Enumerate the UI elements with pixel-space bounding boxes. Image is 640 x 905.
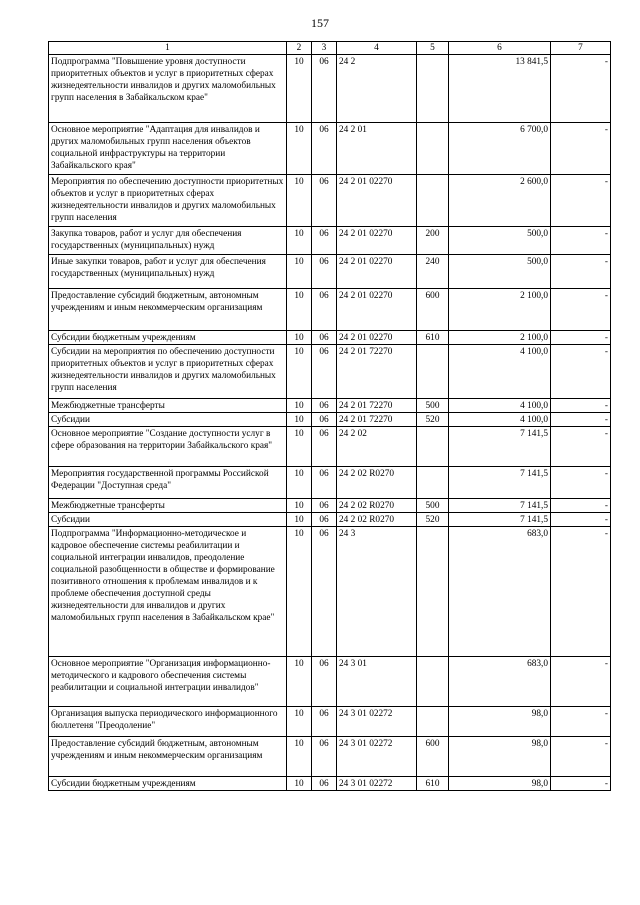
row-expense-type-cell: 500	[417, 399, 449, 413]
table-row	[49, 657, 611, 707]
row-name-cell: Субсидии	[49, 413, 287, 427]
column-header-4: 4	[337, 42, 417, 55]
row-sum-cell: 6 700,0	[449, 123, 551, 175]
row-sum-cell: 683,0	[449, 527, 551, 657]
table-row	[49, 413, 611, 427]
row-name-cell: Организация выпуска периодического информационного бюллетеня "Преодоление"	[49, 707, 287, 737]
row-target-article-cell: 24 2 02	[337, 427, 417, 467]
row-extra-cell: -	[551, 657, 611, 707]
row-sum-cell: 500,0	[449, 227, 551, 255]
row-subsection-cell: 06	[312, 527, 337, 657]
table-row	[49, 527, 611, 657]
row-expense-type-cell	[417, 527, 449, 657]
row-sum-cell: 2 100,0	[449, 289, 551, 331]
row-subsection-cell: 06	[312, 499, 337, 513]
row-target-article-cell: 24 2 01	[337, 123, 417, 175]
row-target-article-cell: 24 2	[337, 55, 417, 123]
row-subsection-cell: 06	[312, 777, 337, 791]
row-subsection-cell: 06	[312, 289, 337, 331]
row-name-cell: Субсидии бюджетным учреждениям	[49, 777, 287, 791]
row-subsection-cell: 06	[312, 123, 337, 175]
row-subsection-cell: 06	[312, 513, 337, 527]
row-expense-type-cell	[417, 123, 449, 175]
table-row	[49, 175, 611, 227]
row-target-article-cell: 24 2 01 72270	[337, 345, 417, 399]
row-extra-cell: -	[551, 123, 611, 175]
row-name-cell: Основное мероприятие "Адаптация для инвалидов и других маломобильных групп населения объектов социальной инфраструктуры на территории Забайкальского края"	[49, 123, 287, 175]
row-section-cell: 10	[287, 55, 312, 123]
row-target-article-cell: 24 2 01 02270	[337, 227, 417, 255]
row-sum-cell: 2 100,0	[449, 331, 551, 345]
row-section-cell: 10	[287, 467, 312, 499]
row-expense-type-cell: 600	[417, 737, 449, 777]
page-number: 157	[311, 16, 329, 30]
row-sum-cell: 13 841,5	[449, 55, 551, 123]
row-section-cell: 10	[287, 499, 312, 513]
row-extra-cell: -	[551, 513, 611, 527]
row-extra-cell: -	[551, 737, 611, 777]
table-row	[49, 427, 611, 467]
row-expense-type-cell: 610	[417, 331, 449, 345]
row-extra-cell: -	[551, 345, 611, 399]
row-sum-cell: 98,0	[449, 737, 551, 777]
row-sum-cell: 7 141,5	[449, 467, 551, 499]
table-row	[49, 737, 611, 777]
table-row	[49, 513, 611, 527]
row-sum-cell: 683,0	[449, 657, 551, 707]
row-extra-cell: -	[551, 777, 611, 791]
row-subsection-cell: 06	[312, 737, 337, 777]
row-subsection-cell: 06	[312, 399, 337, 413]
row-section-cell: 10	[287, 777, 312, 791]
table-body	[49, 55, 611, 791]
row-expense-type-cell: 200	[417, 227, 449, 255]
column-header-1: 1	[49, 42, 287, 55]
table-row	[49, 331, 611, 345]
row-name-cell: Иные закупки товаров, работ и услуг для обеспечения государственных (муниципальных) нужд	[49, 255, 287, 289]
row-name-cell: Субсидии на мероприятия по обеспечению доступности приоритетных объектов и услуг в приоритетных сферах жизнедеятельности инвалидов и других маломобильных групп населения	[49, 345, 287, 399]
row-subsection-cell: 06	[312, 345, 337, 399]
row-name-cell: Основное мероприятие "Создание доступности услуг в сфере образования на территории Забайкальского края"	[49, 427, 287, 467]
row-extra-cell: -	[551, 467, 611, 499]
table-row	[49, 499, 611, 513]
row-extra-cell: -	[551, 499, 611, 513]
column-header-2: 2	[287, 42, 312, 55]
row-expense-type-cell: 600	[417, 289, 449, 331]
row-subsection-cell: 06	[312, 427, 337, 467]
table-row	[49, 467, 611, 499]
row-section-cell: 10	[287, 345, 312, 399]
row-expense-type-cell: 610	[417, 777, 449, 791]
row-section-cell: 10	[287, 255, 312, 289]
table-row	[49, 399, 611, 413]
row-name-cell: Межбюджетные трансферты	[49, 499, 287, 513]
row-extra-cell: -	[551, 175, 611, 227]
row-section-cell: 10	[287, 513, 312, 527]
row-subsection-cell: 06	[312, 657, 337, 707]
row-extra-cell: -	[551, 413, 611, 427]
row-expense-type-cell	[417, 55, 449, 123]
row-name-cell: Закупка товаров, работ и услуг для обеспечения государственных (муниципальных) нужд	[49, 227, 287, 255]
row-sum-cell: 7 141,5	[449, 427, 551, 467]
row-extra-cell: -	[551, 255, 611, 289]
row-target-article-cell: 24 2 01 02270	[337, 331, 417, 345]
row-subsection-cell: 06	[312, 255, 337, 289]
row-sum-cell: 4 100,0	[449, 413, 551, 427]
row-expense-type-cell	[417, 345, 449, 399]
row-extra-cell: -	[551, 331, 611, 345]
row-name-cell: Подпрограмма "Повышение уровня доступности приоритетных объектов и услуг в приоритетных сферах жизнедеятельности инвалидов и других маломобильных групп населения в Забайкальском крае"	[49, 55, 287, 123]
row-subsection-cell: 06	[312, 55, 337, 123]
row-section-cell: 10	[287, 707, 312, 737]
row-expense-type-cell	[417, 657, 449, 707]
budget-table	[48, 41, 611, 791]
row-subsection-cell: 06	[312, 707, 337, 737]
row-expense-type-cell: 520	[417, 513, 449, 527]
row-name-cell: Субсидии	[49, 513, 287, 527]
row-section-cell: 10	[287, 657, 312, 707]
table-row	[49, 227, 611, 255]
column-header-6: 6	[449, 42, 551, 55]
row-sum-cell: 7 141,5	[449, 499, 551, 513]
row-expense-type-cell: 520	[417, 413, 449, 427]
row-extra-cell: -	[551, 227, 611, 255]
row-sum-cell: 4 100,0	[449, 345, 551, 399]
table-row	[49, 345, 611, 399]
row-name-cell: Межбюджетные трансферты	[49, 399, 287, 413]
row-sum-cell: 7 141,5	[449, 513, 551, 527]
row-section-cell: 10	[287, 175, 312, 227]
row-section-cell: 10	[287, 527, 312, 657]
row-target-article-cell: 24 2 01 02270	[337, 175, 417, 227]
row-section-cell: 10	[287, 331, 312, 345]
row-extra-cell: -	[551, 289, 611, 331]
row-section-cell: 10	[287, 123, 312, 175]
row-target-article-cell: 24 3	[337, 527, 417, 657]
row-sum-cell: 98,0	[449, 707, 551, 737]
row-section-cell: 10	[287, 413, 312, 427]
row-name-cell: Предоставление субсидий бюджетным, автономным учреждениям и иным некоммерческим организациям	[49, 289, 287, 331]
table-row	[49, 707, 611, 737]
row-target-article-cell: 24 3 01 02272	[337, 737, 417, 777]
row-extra-cell: -	[551, 399, 611, 413]
row-name-cell: Основное мероприятие "Организация информационно-методического и кадрового обеспечения системы реабилитации и социальной интеграции инвалидов"	[49, 657, 287, 707]
row-target-article-cell: 24 2 01 72270	[337, 399, 417, 413]
row-expense-type-cell	[417, 175, 449, 227]
row-name-cell: Мероприятия по обеспечению доступности приоритетных объектов и услуг в приоритетных сферах жизнедеятельности инвалидов и других маломобильных групп населения	[49, 175, 287, 227]
row-extra-cell: -	[551, 527, 611, 657]
row-target-article-cell: 24 2 02 R0270	[337, 513, 417, 527]
table-row	[49, 289, 611, 331]
row-expense-type-cell: 240	[417, 255, 449, 289]
row-target-article-cell: 24 3 01 02272	[337, 777, 417, 791]
row-target-article-cell: 24 3 01 02272	[337, 707, 417, 737]
row-sum-cell: 98,0	[449, 777, 551, 791]
row-expense-type-cell: 500	[417, 499, 449, 513]
row-target-article-cell: 24 2 02 R0270	[337, 499, 417, 513]
row-subsection-cell: 06	[312, 227, 337, 255]
header-row	[49, 42, 611, 55]
row-subsection-cell: 06	[312, 413, 337, 427]
row-target-article-cell: 24 2 01 02270	[337, 255, 417, 289]
row-name-cell: Субсидии бюджетным учреждениям	[49, 331, 287, 345]
column-header-5: 5	[417, 42, 449, 55]
row-name-cell: Предоставление субсидий бюджетным, автономным учреждениям и иным некоммерческим организациям	[49, 737, 287, 777]
table-row	[49, 255, 611, 289]
row-section-cell: 10	[287, 289, 312, 331]
table-row	[49, 777, 611, 791]
table-row	[49, 123, 611, 175]
column-header-3: 3	[312, 42, 337, 55]
row-sum-cell: 4 100,0	[449, 399, 551, 413]
row-target-article-cell: 24 3 01	[337, 657, 417, 707]
table-row	[49, 55, 611, 123]
row-name-cell: Мероприятия государственной программы Российской Федерации "Доступная среда"	[49, 467, 287, 499]
row-expense-type-cell	[417, 707, 449, 737]
row-extra-cell: -	[551, 427, 611, 467]
row-target-article-cell: 24 2 02 R0270	[337, 467, 417, 499]
row-name-cell: Подпрограмма "Информационно-методическое и кадровое обеспечение системы реабилитации и социальной интеграции инвалидов, преодоление социальной разобщенности в обществе и формирование позитивного отношения к проблемам инвалидов и к проблеме обеспечения доступной среды жизнедеятельности для инвалидов и других маломобильных групп населения в Забайкальском крае"	[49, 527, 287, 657]
row-extra-cell: -	[551, 707, 611, 737]
row-section-cell: 10	[287, 737, 312, 777]
row-extra-cell: -	[551, 55, 611, 123]
row-expense-type-cell	[417, 467, 449, 499]
row-section-cell: 10	[287, 227, 312, 255]
row-sum-cell: 500,0	[449, 255, 551, 289]
row-sum-cell: 2 600,0	[449, 175, 551, 227]
row-target-article-cell: 24 2 01 02270	[337, 289, 417, 331]
row-subsection-cell: 06	[312, 331, 337, 345]
row-expense-type-cell	[417, 427, 449, 467]
row-target-article-cell: 24 2 01 72270	[337, 413, 417, 427]
row-subsection-cell: 06	[312, 467, 337, 499]
row-section-cell: 10	[287, 399, 312, 413]
column-header-7: 7	[551, 42, 611, 55]
row-subsection-cell: 06	[312, 175, 337, 227]
row-section-cell: 10	[287, 427, 312, 467]
